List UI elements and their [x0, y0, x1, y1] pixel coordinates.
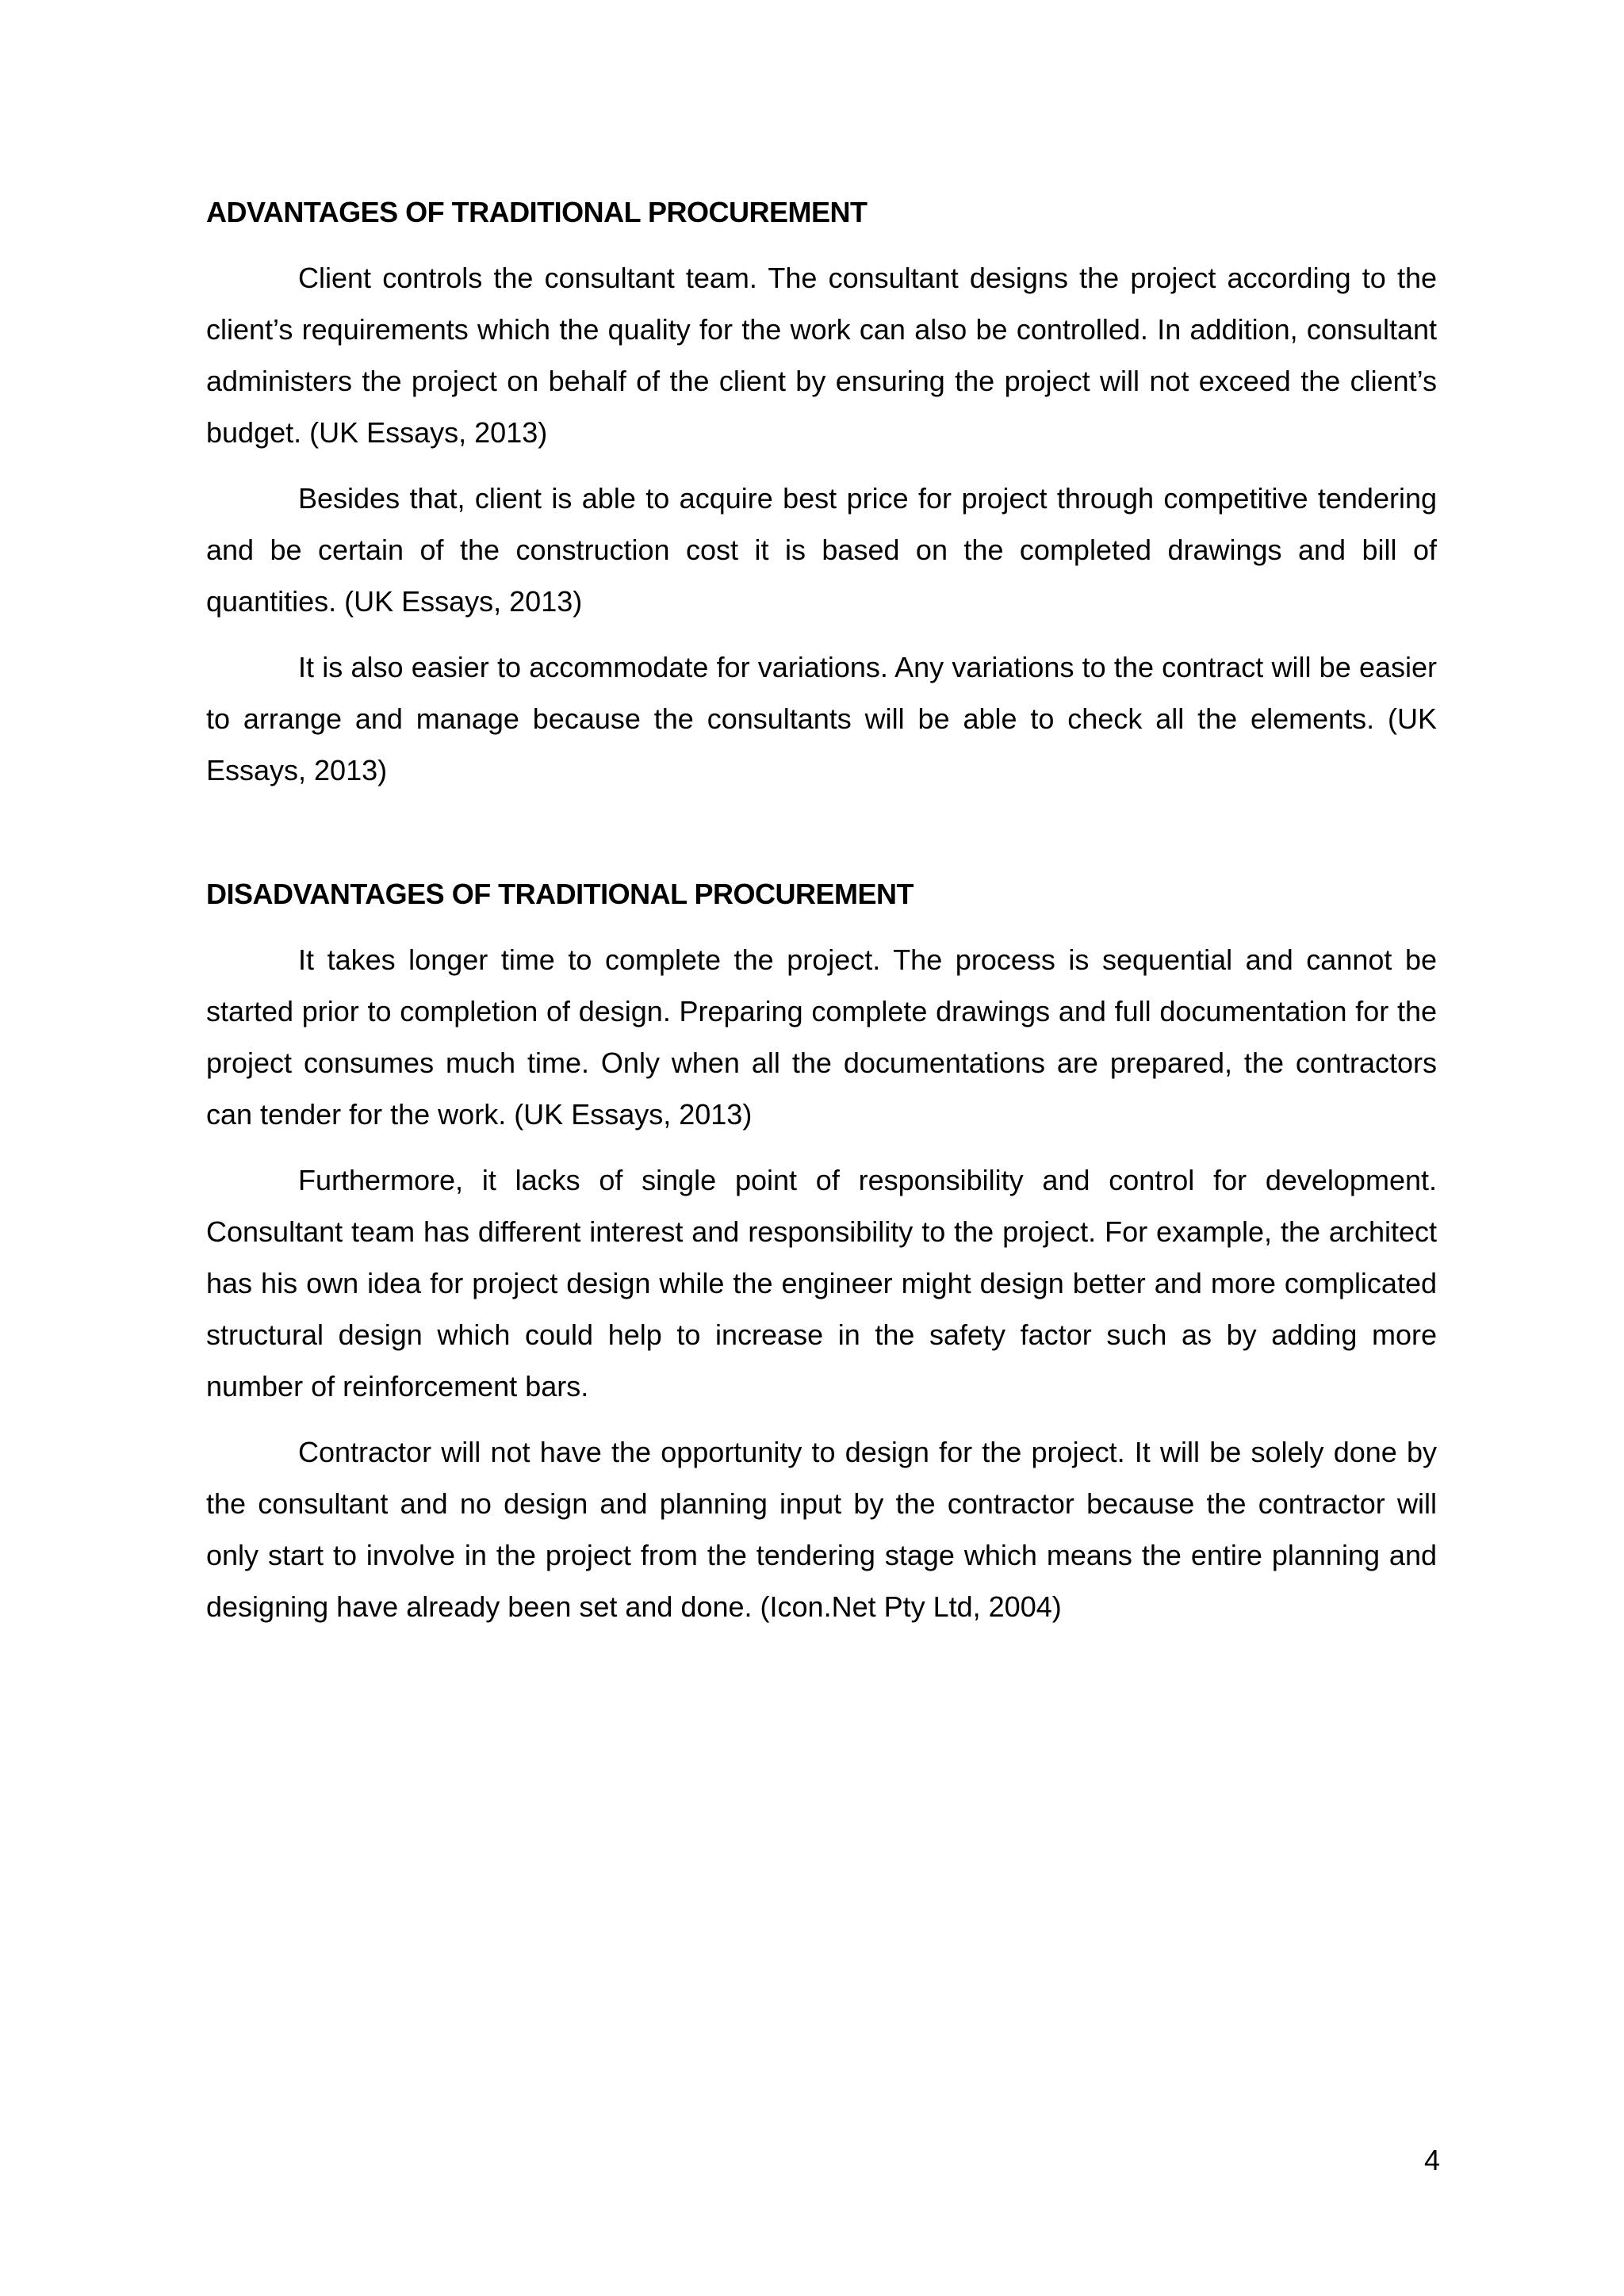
page-number: 4 [1423, 2144, 1440, 2176]
paragraph: It is also easier to accommodate for variations. Any variations to the contract will be easier to arrange and manage because the consultants will be able to check all the elements. (UK Essays, 2013) [206, 651, 1437, 786]
paragraph: Contractor will not have the opportunity to design for the project. It will be solely done by the consultant and no design and planning input by the contractor because the contractor will only start to involve in the project from the tendering stage which means the entire planning and designing have already been set and done. (Icon.Net Pty Ltd, 2004) [206, 1436, 1437, 1623]
paragraph: Furthermore, it lacks of single point of responsibility and control for development. Consultant team has different interest and responsibility to the project. For example, the architect has his own idea for project design while the engineer might design better and more complicated structural design which could help to increase in the safety factor such as by adding more number of reinforcement bars. [206, 1164, 1437, 1402]
paragraph: Besides that, client is able to acquire best price for project through competitive tendering and be certain of the construction cost it is based on the completed drawings and bill of quantities. (UK Essays, 2013) [206, 482, 1437, 618]
section-heading-disadvantages: DISADVANTAGES OF TRADITIONAL PROCUREMENT [206, 878, 914, 910]
section-heading-advantages: ADVANTAGES OF TRADITIONAL PROCUREMENT [206, 196, 868, 228]
advantages-section [206, 187, 1437, 796]
paragraph: It takes longer time to complete the project. The process is sequential and cannot be started prior to completion of design. Preparing complete drawings and full documentation for the project consumes much time. Only when all the documentations are prepared, the contractors can tender for the work. (UK Essays, 2013) [206, 943, 1437, 1131]
page-content [206, 187, 1437, 1632]
disadvantages-section [206, 869, 1437, 1632]
paragraph: Client controls the consultant team. The consultant designs the project according to the client’s requirements which the quality for the work can also be controlled. In addition, consultant administers the project on behalf of the client by ensuring the project will not exceed the client’s budget. (UK Essays, 2013) [206, 262, 1437, 449]
